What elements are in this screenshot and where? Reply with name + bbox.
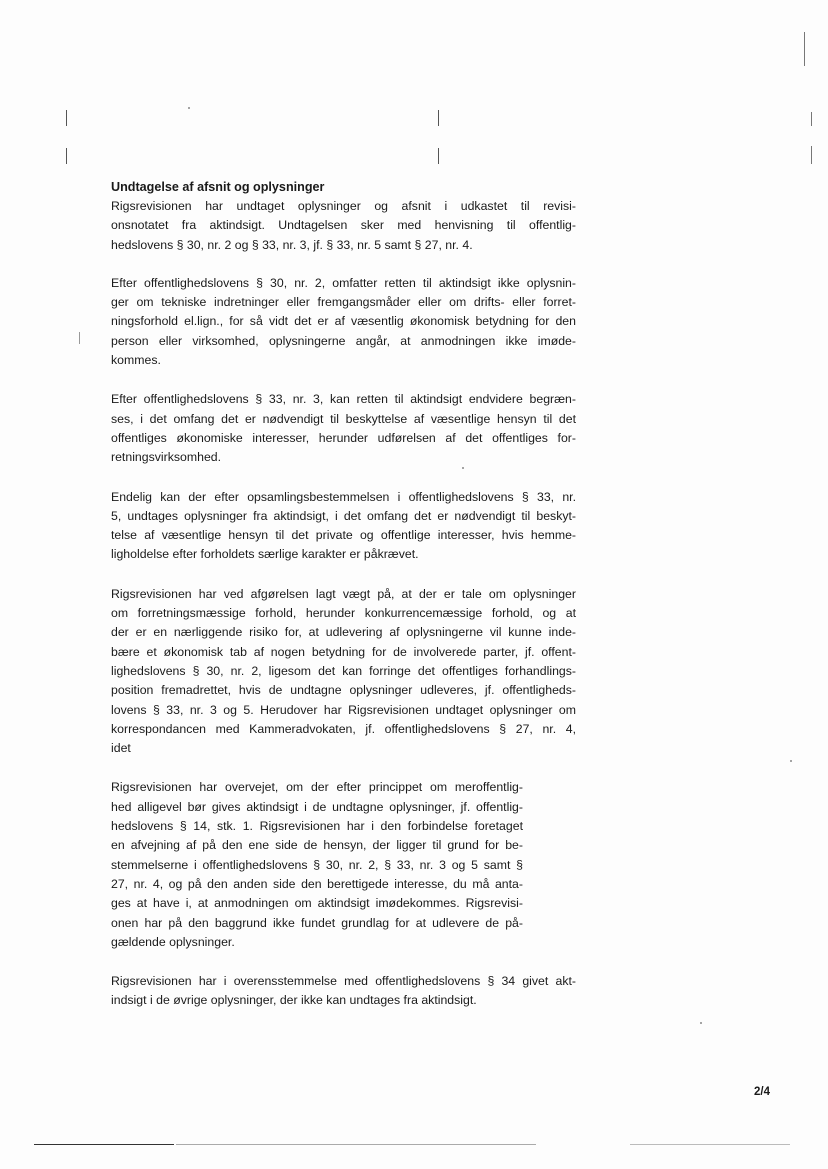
text-line: hedslovens § 30, nr. 2 og § 33, nr. 3, jf. § 33, nr. 5 samt § 27, nr. 4. bbox=[111, 237, 473, 252]
footer-divider bbox=[176, 1144, 536, 1145]
text-line: person eller virksomhed, oplysningerne angår, at anmodningen ikke imøde- bbox=[111, 333, 576, 348]
text-line: bære et økonomisk tab af nogen betydning for de involverede parter, jf. offent- bbox=[111, 644, 576, 659]
scan-speck bbox=[188, 107, 190, 109]
text-line: ligholdelse efter forholdets særlige karakter er påkrævet. bbox=[111, 547, 419, 562]
text-line: der er en nærliggende risiko for, at udlevering af oplysningerne vil kunne inde- bbox=[111, 625, 576, 640]
text-line: Rigsrevisionen har ved afgørelsen lagt vægt på, at der er tale om oplysninger bbox=[111, 586, 576, 601]
scan-speck bbox=[700, 1022, 702, 1024]
text-line: Rigsrevisionen har overvejet, om der efter princippet om meroffentlig- bbox=[111, 780, 523, 795]
text-line: retningsvirksomhed. bbox=[111, 450, 222, 465]
paragraph bbox=[111, 972, 576, 1011]
text-line: ges at have i, at anmodningen om aktindsigt imødekommes. Rigsrevisi- bbox=[111, 896, 523, 911]
text-line: offentliges økonomiske interesser, herunder udførelsen af det offentliges for- bbox=[111, 430, 576, 445]
scan-mark bbox=[811, 146, 812, 164]
text-line: lovens § 33, nr. 3 og 5. Herudover har Rigsrevisionen undtaget oplysninger om bbox=[111, 702, 576, 717]
text-line: korrespondancen med Kammeradvokaten, jf. offentlighedslovens § 27, nr. 4, bbox=[111, 721, 576, 736]
paragraph bbox=[111, 488, 576, 565]
text-line: ningsforhold el.lign., for så vidt det er af væsentlig økonomisk betydning for den bbox=[111, 314, 576, 329]
text-line: onen har på den baggrund ikke fundet grundlag for at udlevere de på- bbox=[111, 915, 523, 930]
text-line: telse af væsentlige hensyn til det private og offentlige interesser, hvis hemme- bbox=[111, 528, 576, 543]
text-line: om forretningsmæssige forhold, herunder konkurrencemæssige forhold, og at bbox=[111, 606, 576, 621]
text-line: Efter offentlighedslovens § 30, nr. 2, omfatter retten til aktindsigt ikke oplysnin- bbox=[111, 275, 576, 290]
page-number: 2/4 bbox=[754, 1086, 770, 1098]
scan-mark bbox=[804, 32, 805, 66]
text-line: ger om tekniske indretninger eller fremgangsmåder eller om drifts- eller forret- bbox=[111, 295, 576, 310]
paragraph bbox=[111, 778, 523, 952]
paragraph bbox=[111, 274, 576, 370]
scan-mark bbox=[66, 148, 67, 164]
paragraph bbox=[111, 585, 576, 759]
text-line: hedslovens § 14, stk. 1. Rigsrevisionen har i den forbindelse foretaget bbox=[111, 819, 523, 834]
scan-mark bbox=[438, 110, 439, 126]
paragraph bbox=[111, 390, 576, 467]
text-line: en afvejning af på den ene side de hensyn, der ligger til grund for be- bbox=[111, 838, 523, 853]
text-line: stemmelserne i offentlighedslovens § 30, nr. 2, § 33, nr. 3 og 5 samt § bbox=[111, 857, 523, 872]
text-line: onsnotatet fra aktindsigt. Undtagelsen sker med henvisning til offentlig- bbox=[111, 218, 576, 233]
document-body bbox=[111, 178, 576, 1031]
text-line: lighedslovens § 30, nr. 2, ligesom det kan forringe det offentliges forhandlings- bbox=[111, 663, 576, 678]
text-line: ses, i det omfang det er nødvendigt til beskyttelse af væsentlige hensyn til det bbox=[111, 411, 576, 426]
text-line: hed alligevel bør gives aktindsigt i de undtagne oplysninger, jf. offentlig- bbox=[111, 799, 523, 814]
text-line: 5, undtages oplysninger fra aktindsigt, i det omfang det er nødvendigt til beskyt- bbox=[111, 508, 576, 523]
scan-mark bbox=[811, 112, 812, 126]
text-line: Rigsrevisionen har i overensstemmelse med offentlighedslovens § 34 givet akt- bbox=[111, 974, 576, 989]
text-line: Endelig kan der efter opsamlingsbestemmelsen i offentlighedslovens § 33, nr. bbox=[111, 489, 576, 504]
paragraph bbox=[111, 197, 576, 255]
text-line: position fremadrettet, hvis de undtagne oplysninger udleveres, jf. offentligheds- bbox=[111, 683, 576, 698]
section-heading: Undtagelse af afsnit og oplysninger bbox=[111, 180, 325, 194]
text-line: Rigsrevisionen har undtaget oplysninger og afsnit i udkastet til revisi- bbox=[111, 199, 576, 213]
text-line: indsigt i de øvrige oplysninger, der ikke kan undtages fra aktindsigt. bbox=[111, 993, 477, 1008]
scan-mark bbox=[79, 332, 80, 344]
footer-divider bbox=[34, 1144, 174, 1145]
text-line: idet bbox=[111, 741, 131, 756]
scan-speck bbox=[790, 760, 792, 762]
scan-mark bbox=[66, 110, 67, 126]
footer-divider bbox=[630, 1144, 790, 1145]
text-line: gældende oplysninger. bbox=[111, 934, 235, 949]
scan-mark bbox=[438, 148, 439, 164]
text-line: 27, nr. 4, og på den anden side den berettigede interesse, du må anta- bbox=[111, 876, 523, 891]
text-line: kommes. bbox=[111, 353, 161, 368]
text-line: Efter offentlighedslovens § 33, nr. 3, kan retten til aktindsigt endvidere begræn- bbox=[111, 392, 576, 407]
